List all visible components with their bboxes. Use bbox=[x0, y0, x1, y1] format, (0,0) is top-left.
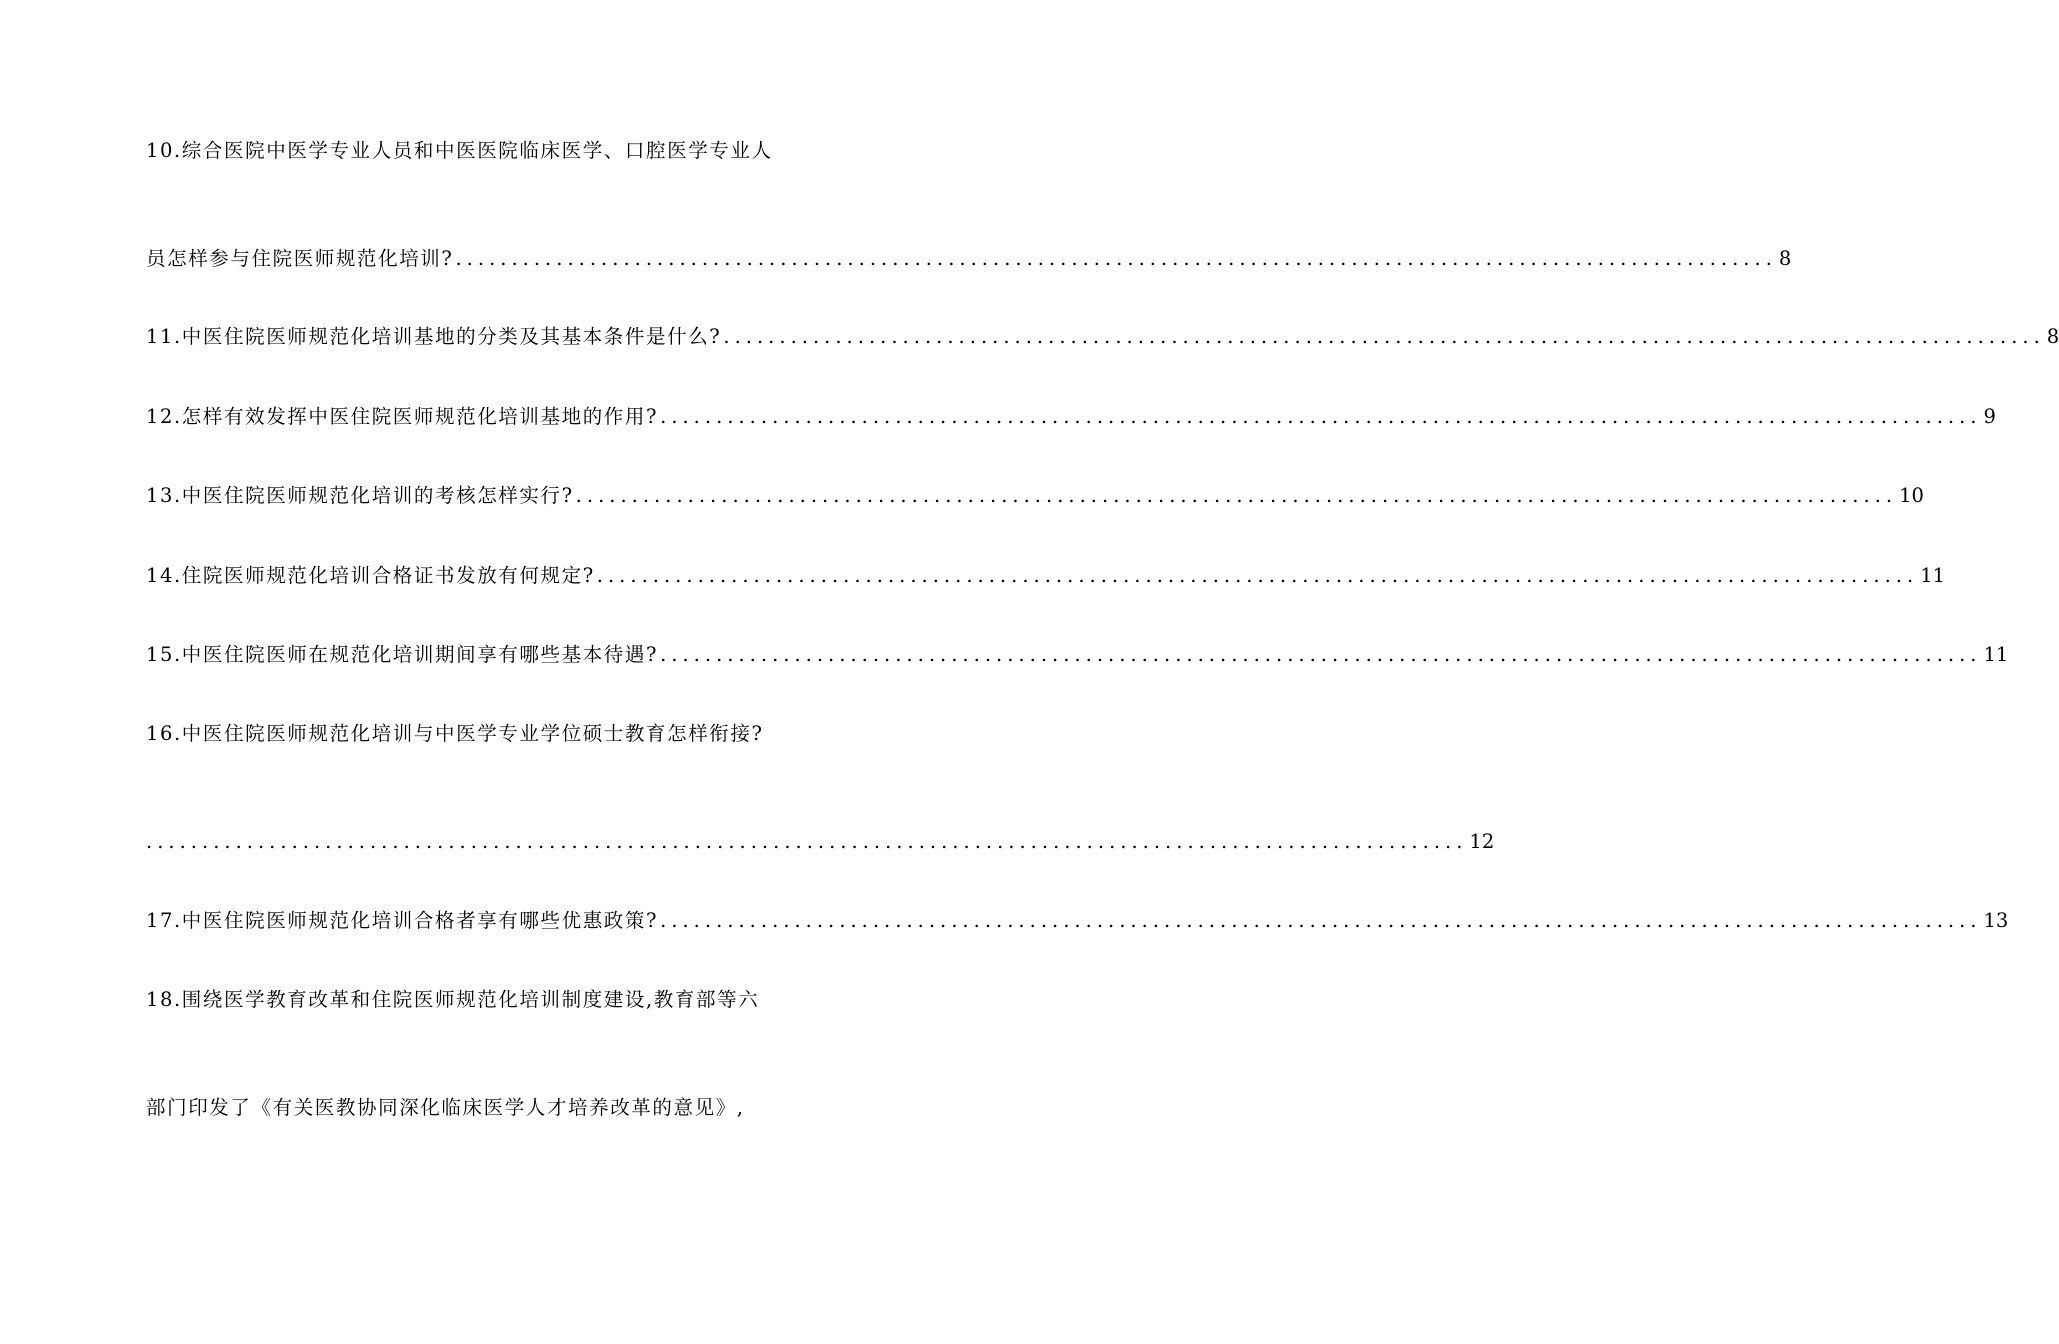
toc-entry-16-page: 12 bbox=[1469, 830, 1495, 853]
toc-entry-10-text: 员怎样参与住院医师规范化培训? bbox=[146, 247, 454, 270]
toc-entry-16-line2[interactable] bbox=[146, 827, 1495, 857]
dot-leader: ...................................................................................................................... bbox=[660, 909, 1982, 932]
dot-leader: ...................................................................................................................... bbox=[660, 643, 1982, 666]
toc-entry-18-line2: 部门印发了《有关医教协同深化临床医学人才培养改革的意见》, bbox=[146, 1096, 745, 1119]
toc-entry-13[interactable] bbox=[146, 481, 1924, 511]
toc-entry-16-line1: 16.中医住院医师规范化培训与中医学专业学位硕士教育怎样衔接? bbox=[146, 722, 764, 745]
toc-entry-14[interactable] bbox=[146, 561, 1946, 591]
toc-entry-15-page: 11 bbox=[1983, 643, 2009, 666]
dot-leader: ...................................................................................................................... bbox=[596, 564, 1919, 587]
toc-entry-12[interactable] bbox=[146, 402, 1996, 432]
toc-entry-10-line2[interactable] bbox=[146, 244, 1792, 274]
dot-leader: ...................................................................................................................... bbox=[455, 247, 1777, 270]
dot-leader: ...................................................................................................................... bbox=[146, 830, 1468, 853]
toc-entry-12-page: 9 bbox=[1983, 405, 1996, 428]
toc-entry-17-text: 17.中医住院医师规范化培训合格者享有哪些优惠政策? bbox=[146, 909, 659, 932]
toc-entry-10-page: 8 bbox=[1778, 247, 1792, 270]
dot-leader: ...................................................................................................................... bbox=[575, 484, 1898, 507]
toc-entry-11[interactable] bbox=[146, 322, 2059, 352]
dot-leader: ...................................................................................................................... bbox=[660, 405, 1982, 428]
toc-entry-14-text: 14.住院医师规范化培训合格证书发放有何规定? bbox=[146, 564, 595, 587]
toc-entry-10-line1: 10.综合医院中医学专业人员和中医医院临床医学、口腔医学专业人 bbox=[146, 139, 773, 162]
toc-entry-12-text: 12.怎样有效发挥中医住院医师规范化培训基地的作用? bbox=[146, 405, 659, 428]
toc-entry-11-page: 8 bbox=[2046, 325, 2059, 348]
toc-entry-18-line1: 18.围绕医学教育改革和住院医师规范化培训制度建设,教育部等六 bbox=[146, 988, 760, 1011]
toc-entry-15[interactable] bbox=[146, 640, 2009, 670]
toc-entry-17[interactable] bbox=[146, 906, 2009, 936]
toc-entry-13-text: 13.中医住院医师规范化培训的考核怎样实行? bbox=[146, 484, 574, 507]
toc-entry-15-text: 15.中医住院医师在规范化培训期间享有哪些基本待遇? bbox=[146, 643, 659, 666]
dot-leader: ...................................................................................................................... bbox=[723, 325, 2045, 348]
toc-entry-13-page: 10 bbox=[1899, 484, 1924, 507]
toc-entry-17-page: 13 bbox=[1983, 909, 2009, 932]
toc-entry-14-page: 11 bbox=[1920, 564, 1946, 587]
toc-entry-11-text: 11.中医住院医师规范化培训基地的分类及其基本条件是什么? bbox=[146, 325, 722, 348]
